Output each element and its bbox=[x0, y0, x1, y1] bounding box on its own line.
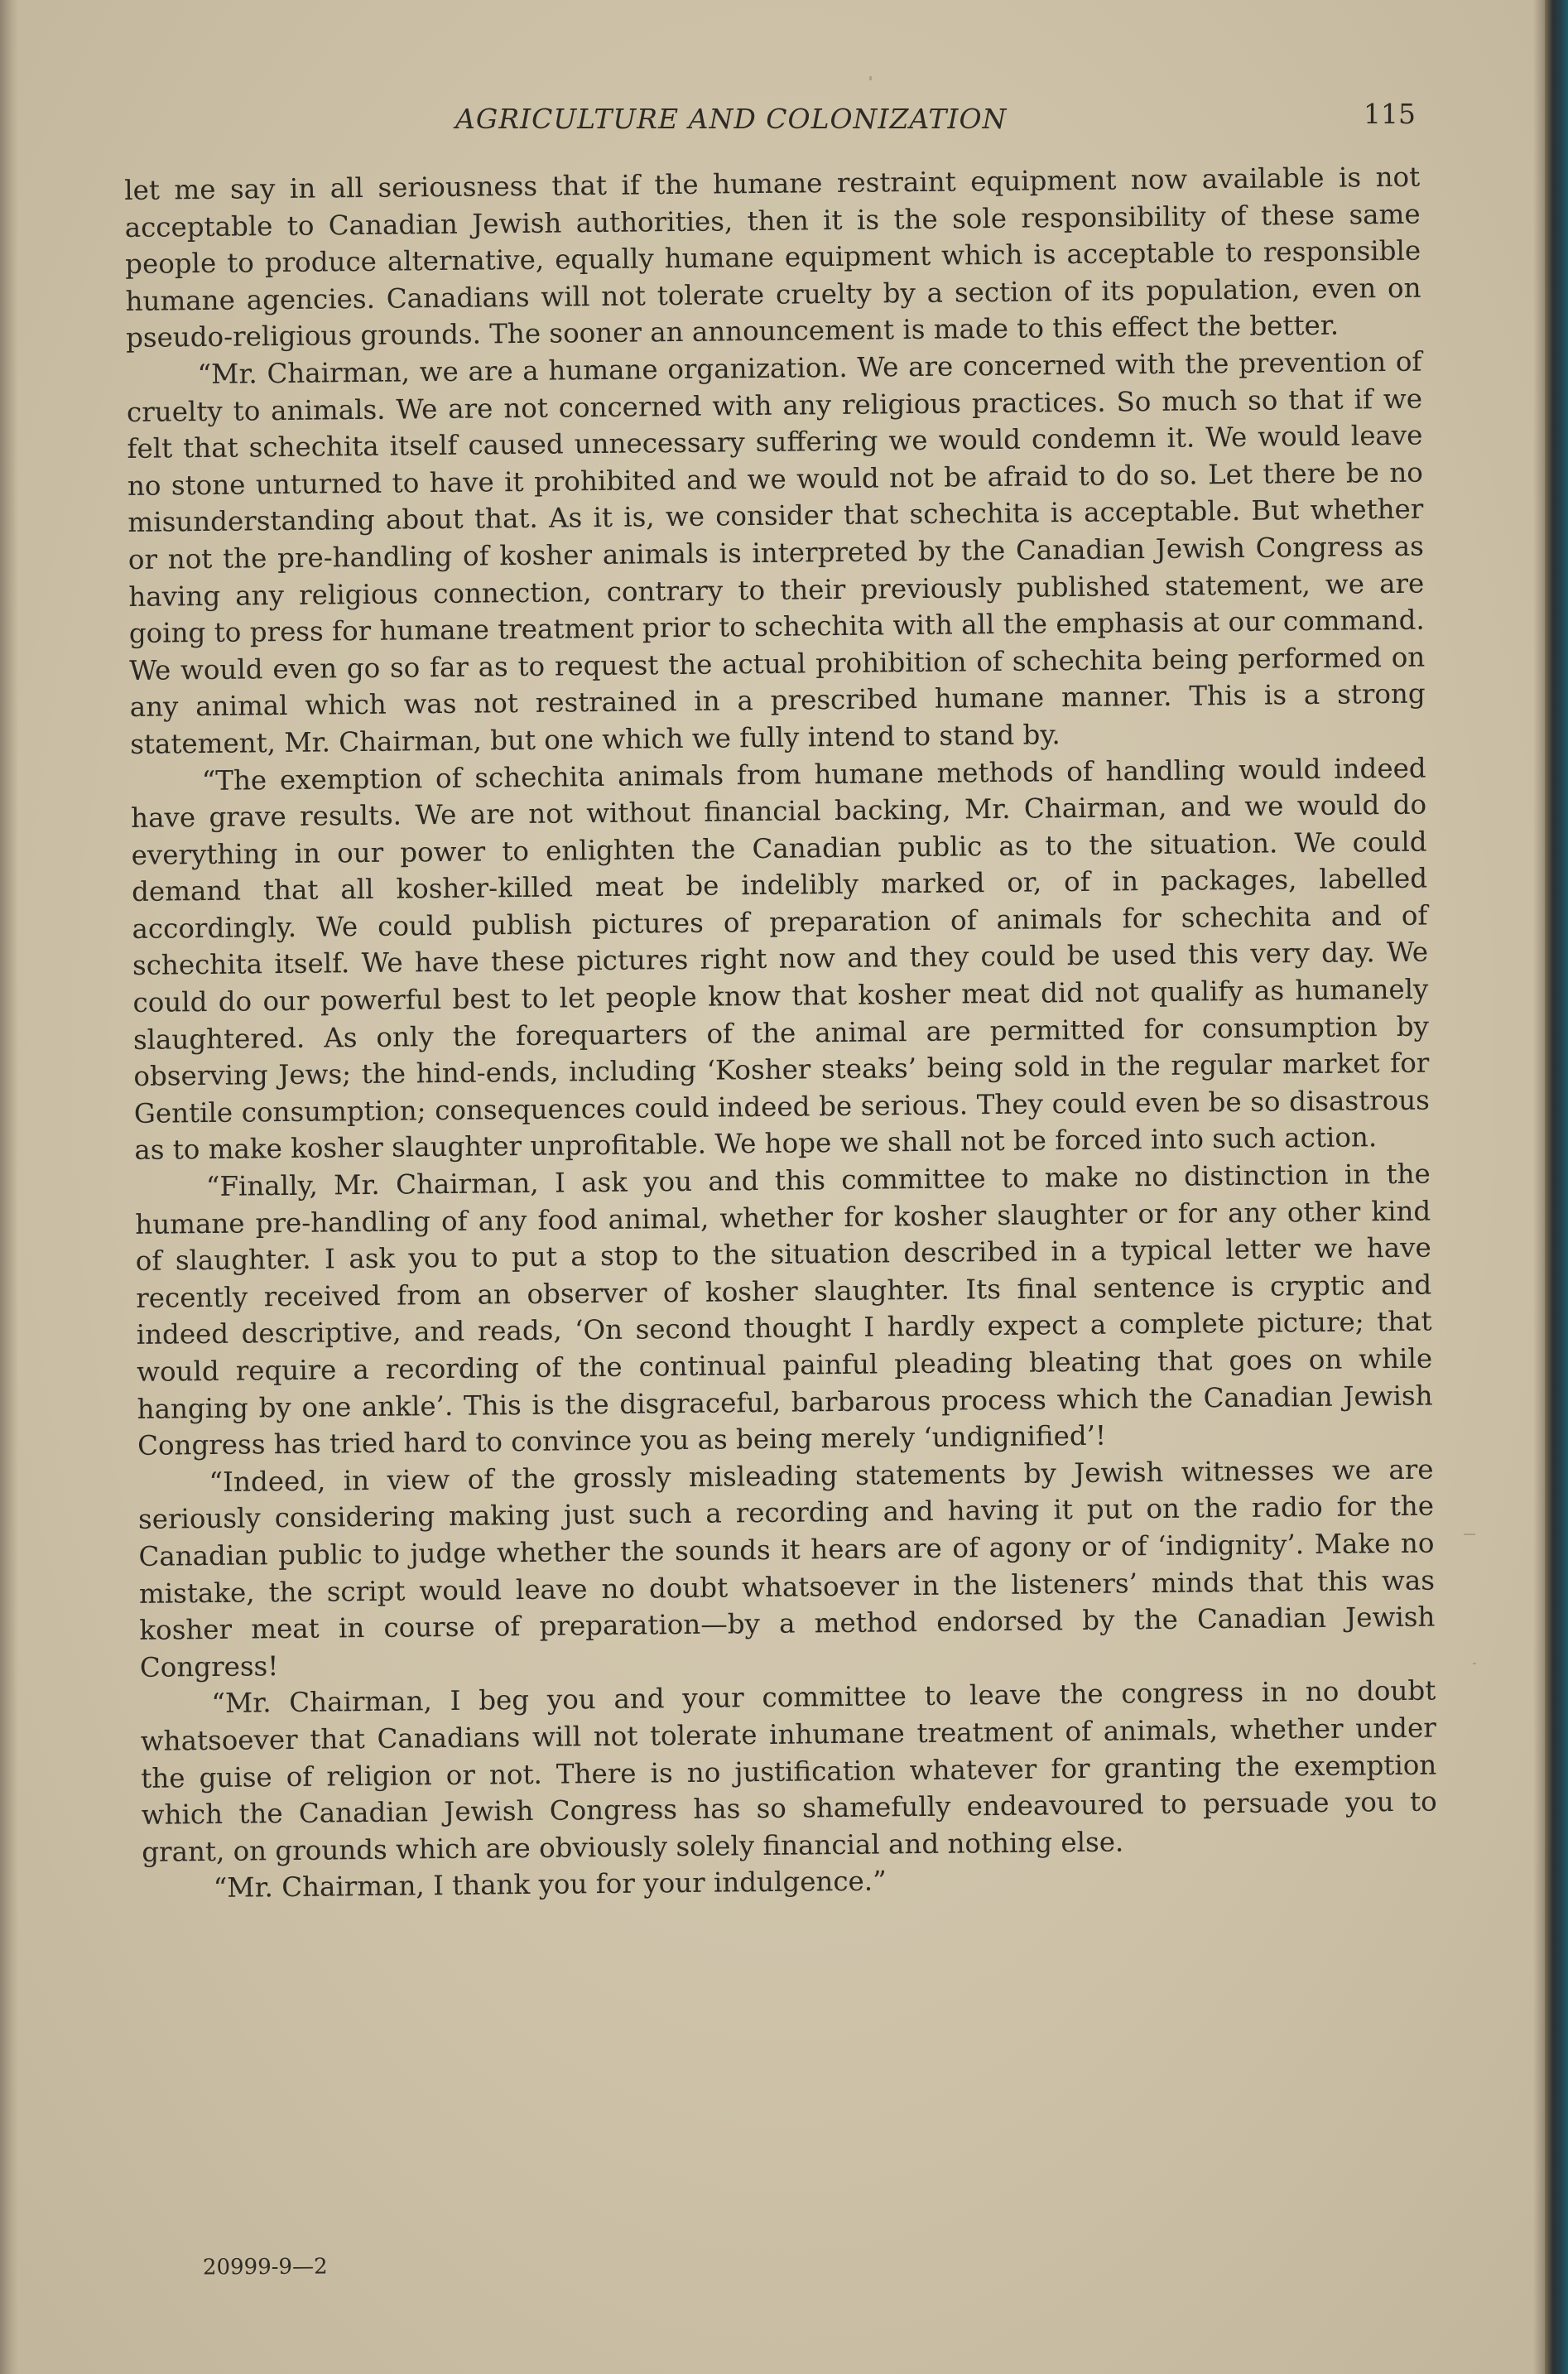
paper-speck bbox=[869, 76, 872, 80]
spine-shadow bbox=[1533, 0, 1545, 2374]
paper-speck bbox=[1464, 1534, 1475, 1535]
body-text bbox=[124, 159, 1438, 1908]
paragraph: “Indeed, in view of the grossly misleading statements by Jewish witnesses we are seriously considering making just such a recording and having it put on the radio for the Canadian public to judge whether the sounds it hears are of agony or of ‘indignity’. Make no mistake, the script would leave no doubt whatsoever in the listeners’ minds that this was kosher meat in course of preparation—by a method endorsed by the Canadian Jewish Congress! bbox=[137, 1453, 1436, 1683]
page-number: 115 bbox=[1364, 98, 1416, 130]
page-left-edge bbox=[0, 0, 18, 2374]
running-head: AGRICULTURE AND COLONIZATION bbox=[455, 103, 1008, 135]
paragraph: “Mr. Chairman, I beg you and your committee to leave the congress in no doubt whatsoever that Canadians will not tolerate inhumane treatment of animals, whether under the guise of religion or not. There is no justification whatever for granting the exemption which the Canadian Jewish Congress has so shamefully endeavoured to persuade you to grant, on grounds which are obviously solely financial and nothing else. bbox=[140, 1674, 1437, 1868]
paragraph: “The exemption of schechita animals from humane methods of handling would indeed have grave results. We are not without financial backing, Mr. Chairman, and we would do everything in our power to enlighten the Canadian public as to the situation. We could demand that all kosher-killed meat be indelibly marked or, of in packages, labelled accordingly. We could publish pictures of preparation of animals for schechita and of schechita itself. We have these pictures right now and they could be used this very day. We could do our powerful best to let people know that kosher meat did not qualify as humanely slaughtered. As only the forequarters of the animal are permitted for consumption by observing Jews; the hind-ends, including ‘Kosher steaks’ being sold in the regular market for Gentile consumption; consequences could indeed be serious. They could even be so disastrous as to make kosher slaughter unprofitable. We hope we shall not be forced into such action. bbox=[130, 752, 1431, 1167]
book-spine-edge bbox=[1545, 0, 1568, 2374]
page-header bbox=[124, 98, 1416, 147]
paragraph: let me say in all seriousness that if the humane restraint equipment now available is not acceptable to Canadian Jewish authorities, then it is the sole responsibility of these same people to produce alternative, equally humane equipment which is acceptable to responsible humane agencies. Canadians will not tolerate cruelty by a section of its population, even on pseudo-religious grounds. The sooner an announcement is made to this effect the better. bbox=[124, 161, 1421, 354]
paragraph: “Finally, Mr. Chairman, I ask you and this committee to make no distinction in the humane pre-handling of any food animal, whether for kosher slaughter or for any other kind of slaughter. I ask you to put a stop to the situation described in a typical letter we have recently received from an observer of kosher slaughter. Its final sentence is cryptic and indeed descriptive, and reads, ‘On second thought I hardly expect a complete picture; that would require a recording of the continual painful pleading bleating that goes on while hanging by one ankle’. This is the disgraceful, barbarous process which the Canadian Jewish Congress has tried hard to convince you as being merely ‘undignified’! bbox=[135, 1158, 1433, 1462]
print-code: 20999-9—2 bbox=[202, 2254, 328, 2280]
paragraph: “Mr. Chairman, we are a humane organization. We are concerned with the prevention of cruelty to animals. We are not concerned with any religious practices. So much so that if we felt that schechita itself caused unnecessary suffering we would condemn it. We would leave no stone unturned to have it prohibited and we would not be afraid to do so. Let there be no misunderstanding about that. As it is, we consider that schechita is acceptable. But whether or not the pre-handling of kosher animals is interpreted by the Canadian Jewish Congress as having any religious connection, contrary to their previously published statement, we are going to press for humane treatment prior to schechita with all the emphasis at our command. We would even go so far as to request the actual prohibition of schechita being performed on any animal which was not restrained in a prescribed humane manner. This is a strong statement, Mr. Chairman, but one which we fully intend to stand by. bbox=[126, 345, 1426, 760]
paper-speck bbox=[1473, 1663, 1476, 1664]
paragraph: “Mr. Chairman, I thank you for your indulgence.” bbox=[213, 1865, 887, 1904]
